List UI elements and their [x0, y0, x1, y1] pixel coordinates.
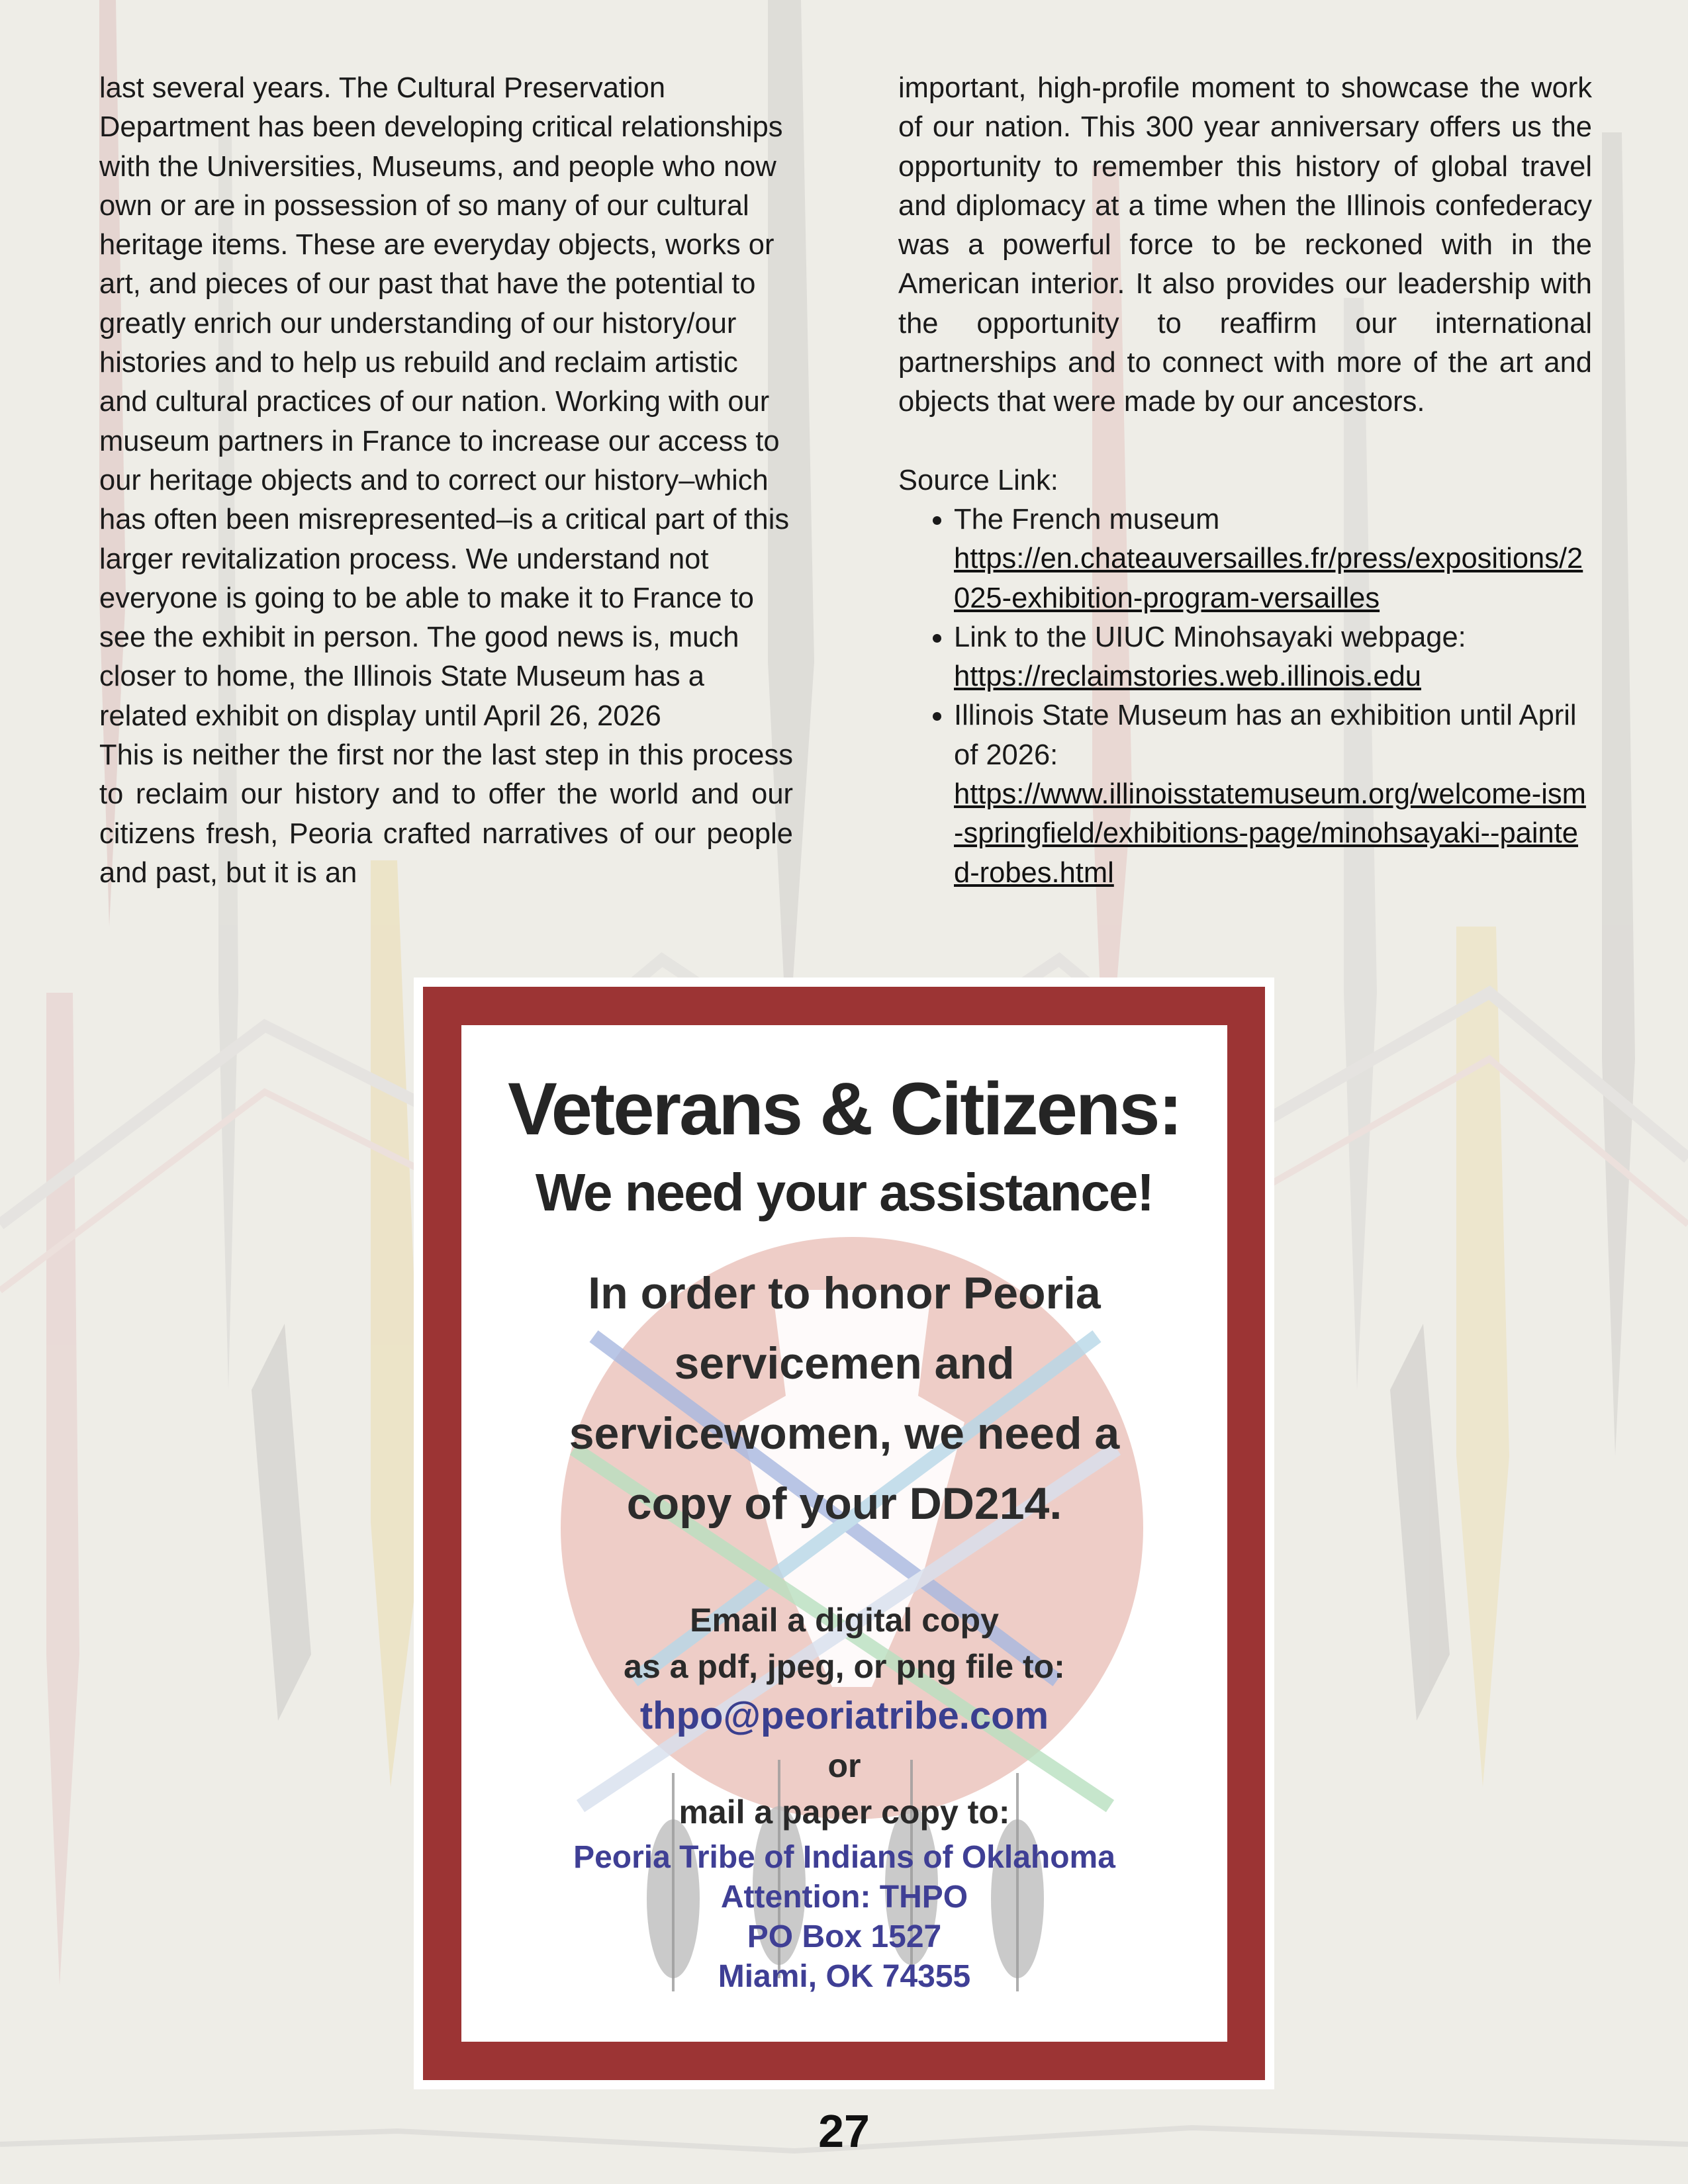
source-link-list — [898, 500, 1592, 893]
flyer-or: or — [827, 1747, 861, 1784]
flyer-address-line: Attention: THPO — [720, 1880, 968, 1915]
article-left-paragraph-continued: This is neither the first nor the last step in this process to reclaim our history and to offer the world and our citizens fresh, Peoria crafted narratives of our people and past, but it is an — [99, 739, 793, 889]
source-item-uiuc — [954, 618, 1592, 697]
source-link-uiuc[interactable]: https://reclaimstories.web.illinois.edu — [954, 660, 1421, 693]
source-link-label: Source Link: — [898, 464, 1058, 496]
article-left-paragraph: last several years. The Cultural Preservation Department has been developing critical relationships with the Universities, Museums, and people who now own or are in possession of so many of our cultural heritage items. These are everyday objects, works or art, and pieces of our past that have the potential to greatly enrich our understanding of our history/our histories and to help us rebuild and reclaim artistic and cultural practices of our nation. Working with our museum partners in France to increase our access to our heritage objects and to correct our history–which has often been misrepresented–is a critical part of this larger revitalization process. We understand not everyone is going to be able to make it to France to see the exhibit in person. The good news is, much closer to home, the Illinois State Museum has a related exhibit on display until April 26, 2026 — [99, 72, 790, 732]
article-left-column — [99, 69, 793, 893]
flyer-address-line: PO Box 1527 — [747, 1919, 942, 1954]
flyer-email-instruction-2: as a pdf, jpeg, or png file to: — [624, 1648, 1065, 1685]
veterans-flyer — [414, 978, 1274, 2089]
source-item-label: Illinois State Museum has an exhibition until April of 2026: — [954, 700, 1577, 771]
source-link-versailles[interactable]: https://en.chateauversailles.fr/press/expositions/2025-exhibition-program-versailles — [954, 543, 1583, 614]
source-item-label: The French museum — [954, 503, 1220, 535]
flyer-border — [423, 987, 1265, 2080]
source-item-illinois-state-museum — [954, 696, 1592, 892]
page-number: 27 — [818, 2105, 870, 2157]
flyer-panel — [461, 1025, 1227, 2042]
flyer-address-line: Miami, OK 74355 — [718, 1959, 971, 1994]
flyer-body: In order to honor Peoria servicemen and servicewomen, we need a copy of your DD214. — [569, 1268, 1120, 1529]
source-item-label: Link to the UIUC Minohsayaki webpage: — [954, 621, 1466, 653]
source-link-illinois-state-museum[interactable]: https://www.illinoisstatemuseum.org/welcome-ism-springfield/exhibitions-page/minohsayaki--painted-robes.html — [954, 778, 1586, 889]
flyer-title: Veterans & Citizens: — [508, 1068, 1181, 1150]
source-item-french-museum — [954, 500, 1592, 618]
flyer-address-line: Peoria Tribe of Indians of Oklahoma — [573, 1840, 1115, 1875]
flyer-email-address[interactable]: thpo@peoriatribe.com — [639, 1694, 1049, 1737]
article-right-paragraph: important, high-profile moment to showcase the work of our nation. This 300 year anniversary offers us the opportunity to remember this history of global travel and diplomacy at a time when the Illinois confederacy was a powerful force to be reckoned with in the American interior. It also provides our leadership with the opportunity to reaffirm our international partnerships and to connect with more of the art and objects that were made by our ancestors. — [898, 72, 1592, 418]
flyer-mail-instruction: mail a paper copy to: — [679, 1794, 1010, 1831]
article-right-column — [898, 69, 1592, 893]
flyer-email-instruction-1: Email a digital copy — [690, 1602, 999, 1639]
flyer-subtitle: We need your assistance! — [535, 1163, 1154, 1222]
